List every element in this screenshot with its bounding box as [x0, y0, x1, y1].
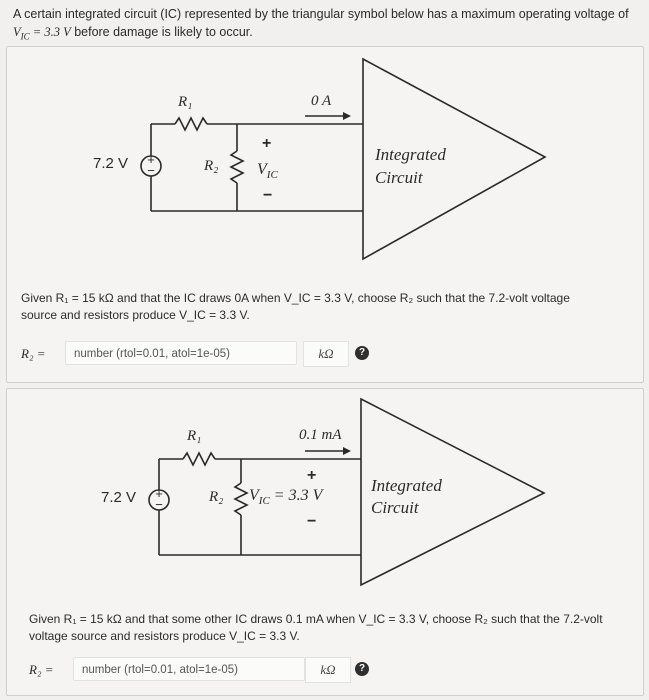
vic-label	[257, 161, 278, 181]
vic-plus-2: +	[307, 467, 317, 484]
answer-label-1: R₂ =	[21, 346, 46, 361]
question-panel-2	[6, 388, 644, 696]
unit-label-1: kΩ	[303, 341, 349, 367]
ic-label-line1: Integrated	[375, 145, 446, 164]
intro-vic-v: V	[13, 25, 21, 39]
vic-v: V	[257, 161, 267, 178]
r2-label-2: R₂	[209, 489, 224, 505]
vic-sub: IC	[266, 169, 278, 182]
ic-label-2-line1: Integrated	[371, 476, 442, 495]
intro-vic-value: = 3.3 V	[29, 25, 71, 39]
current-label: 0 A	[311, 93, 332, 109]
source-label: 7.2 V	[93, 155, 129, 172]
ic-label-line2: Circuit	[375, 168, 423, 187]
source-minus-2: −	[155, 497, 163, 512]
current-arrowhead	[343, 112, 351, 120]
answer-label-2: R₂ =	[29, 662, 54, 677]
problem-intro	[13, 5, 633, 46]
ic-label-2	[371, 475, 442, 519]
resistor-r2-2	[235, 483, 247, 515]
ic-label	[375, 143, 446, 189]
vic-label-2	[249, 487, 322, 507]
question-panel-1	[6, 46, 644, 383]
answer-row-1	[21, 341, 621, 367]
resistor-r1	[175, 118, 207, 130]
source-plus-2: +	[155, 486, 163, 501]
vic-value-2: = 3.3 V	[269, 487, 323, 504]
ic-label-2-line2: Circuit	[371, 498, 419, 517]
r1-label: R₁	[178, 94, 193, 110]
vic-sub-2: IC	[258, 495, 270, 508]
source-plus: +	[147, 152, 155, 167]
r2-label: R₂	[204, 158, 219, 174]
intro-text-a: A certain integrated circuit (IC) represented by the triangular symbol below has a maximum operating voltage of	[13, 7, 629, 21]
question-1-text: Given R₁ = 15 kΩ and that the IC draws 0A when V_IC = 3.3 V, choose R₂ such that the 7.2-volt voltage source and resistors produce V_IC = 3.3 V.	[21, 291, 570, 322]
resistor-r1-2	[183, 453, 215, 465]
vic-v-2: V	[249, 487, 259, 504]
question-2-text: Given R₁ = 15 kΩ and that some other IC draws 0.1 mA when V_IC = 3.3 V, choose R₂ such that the 7.2-volt voltage source and resistors produce V_IC = 3.3 V.	[29, 612, 603, 643]
intro-vic-symbol	[13, 25, 30, 42]
vic-minus: −	[263, 187, 273, 204]
r1-label-2: R₁	[187, 428, 202, 444]
current-arrowhead-2	[343, 447, 351, 455]
source-label-2: 7.2 V	[101, 489, 137, 506]
answer-input-2[interactable]: number (rtol=0.01, atol=1e-05)	[73, 657, 305, 681]
intro-vic-sub: IC	[20, 31, 30, 42]
answer-input-1[interactable]: number (rtol=0.01, atol=1e-05)	[65, 341, 297, 365]
help-icon-1[interactable]: ?	[355, 346, 369, 360]
answer-row-2	[29, 657, 629, 683]
source-minus: −	[147, 163, 155, 178]
help-icon-2[interactable]: ?	[355, 662, 369, 676]
intro-text-b: before damage is likely to occur.	[70, 25, 253, 39]
vic-plus: +	[262, 135, 272, 152]
unit-label-2: kΩ	[305, 657, 351, 683]
resistor-r2	[231, 151, 243, 183]
current-label-2: 0.1 mA	[299, 427, 342, 443]
vic-minus-2: −	[307, 513, 317, 530]
